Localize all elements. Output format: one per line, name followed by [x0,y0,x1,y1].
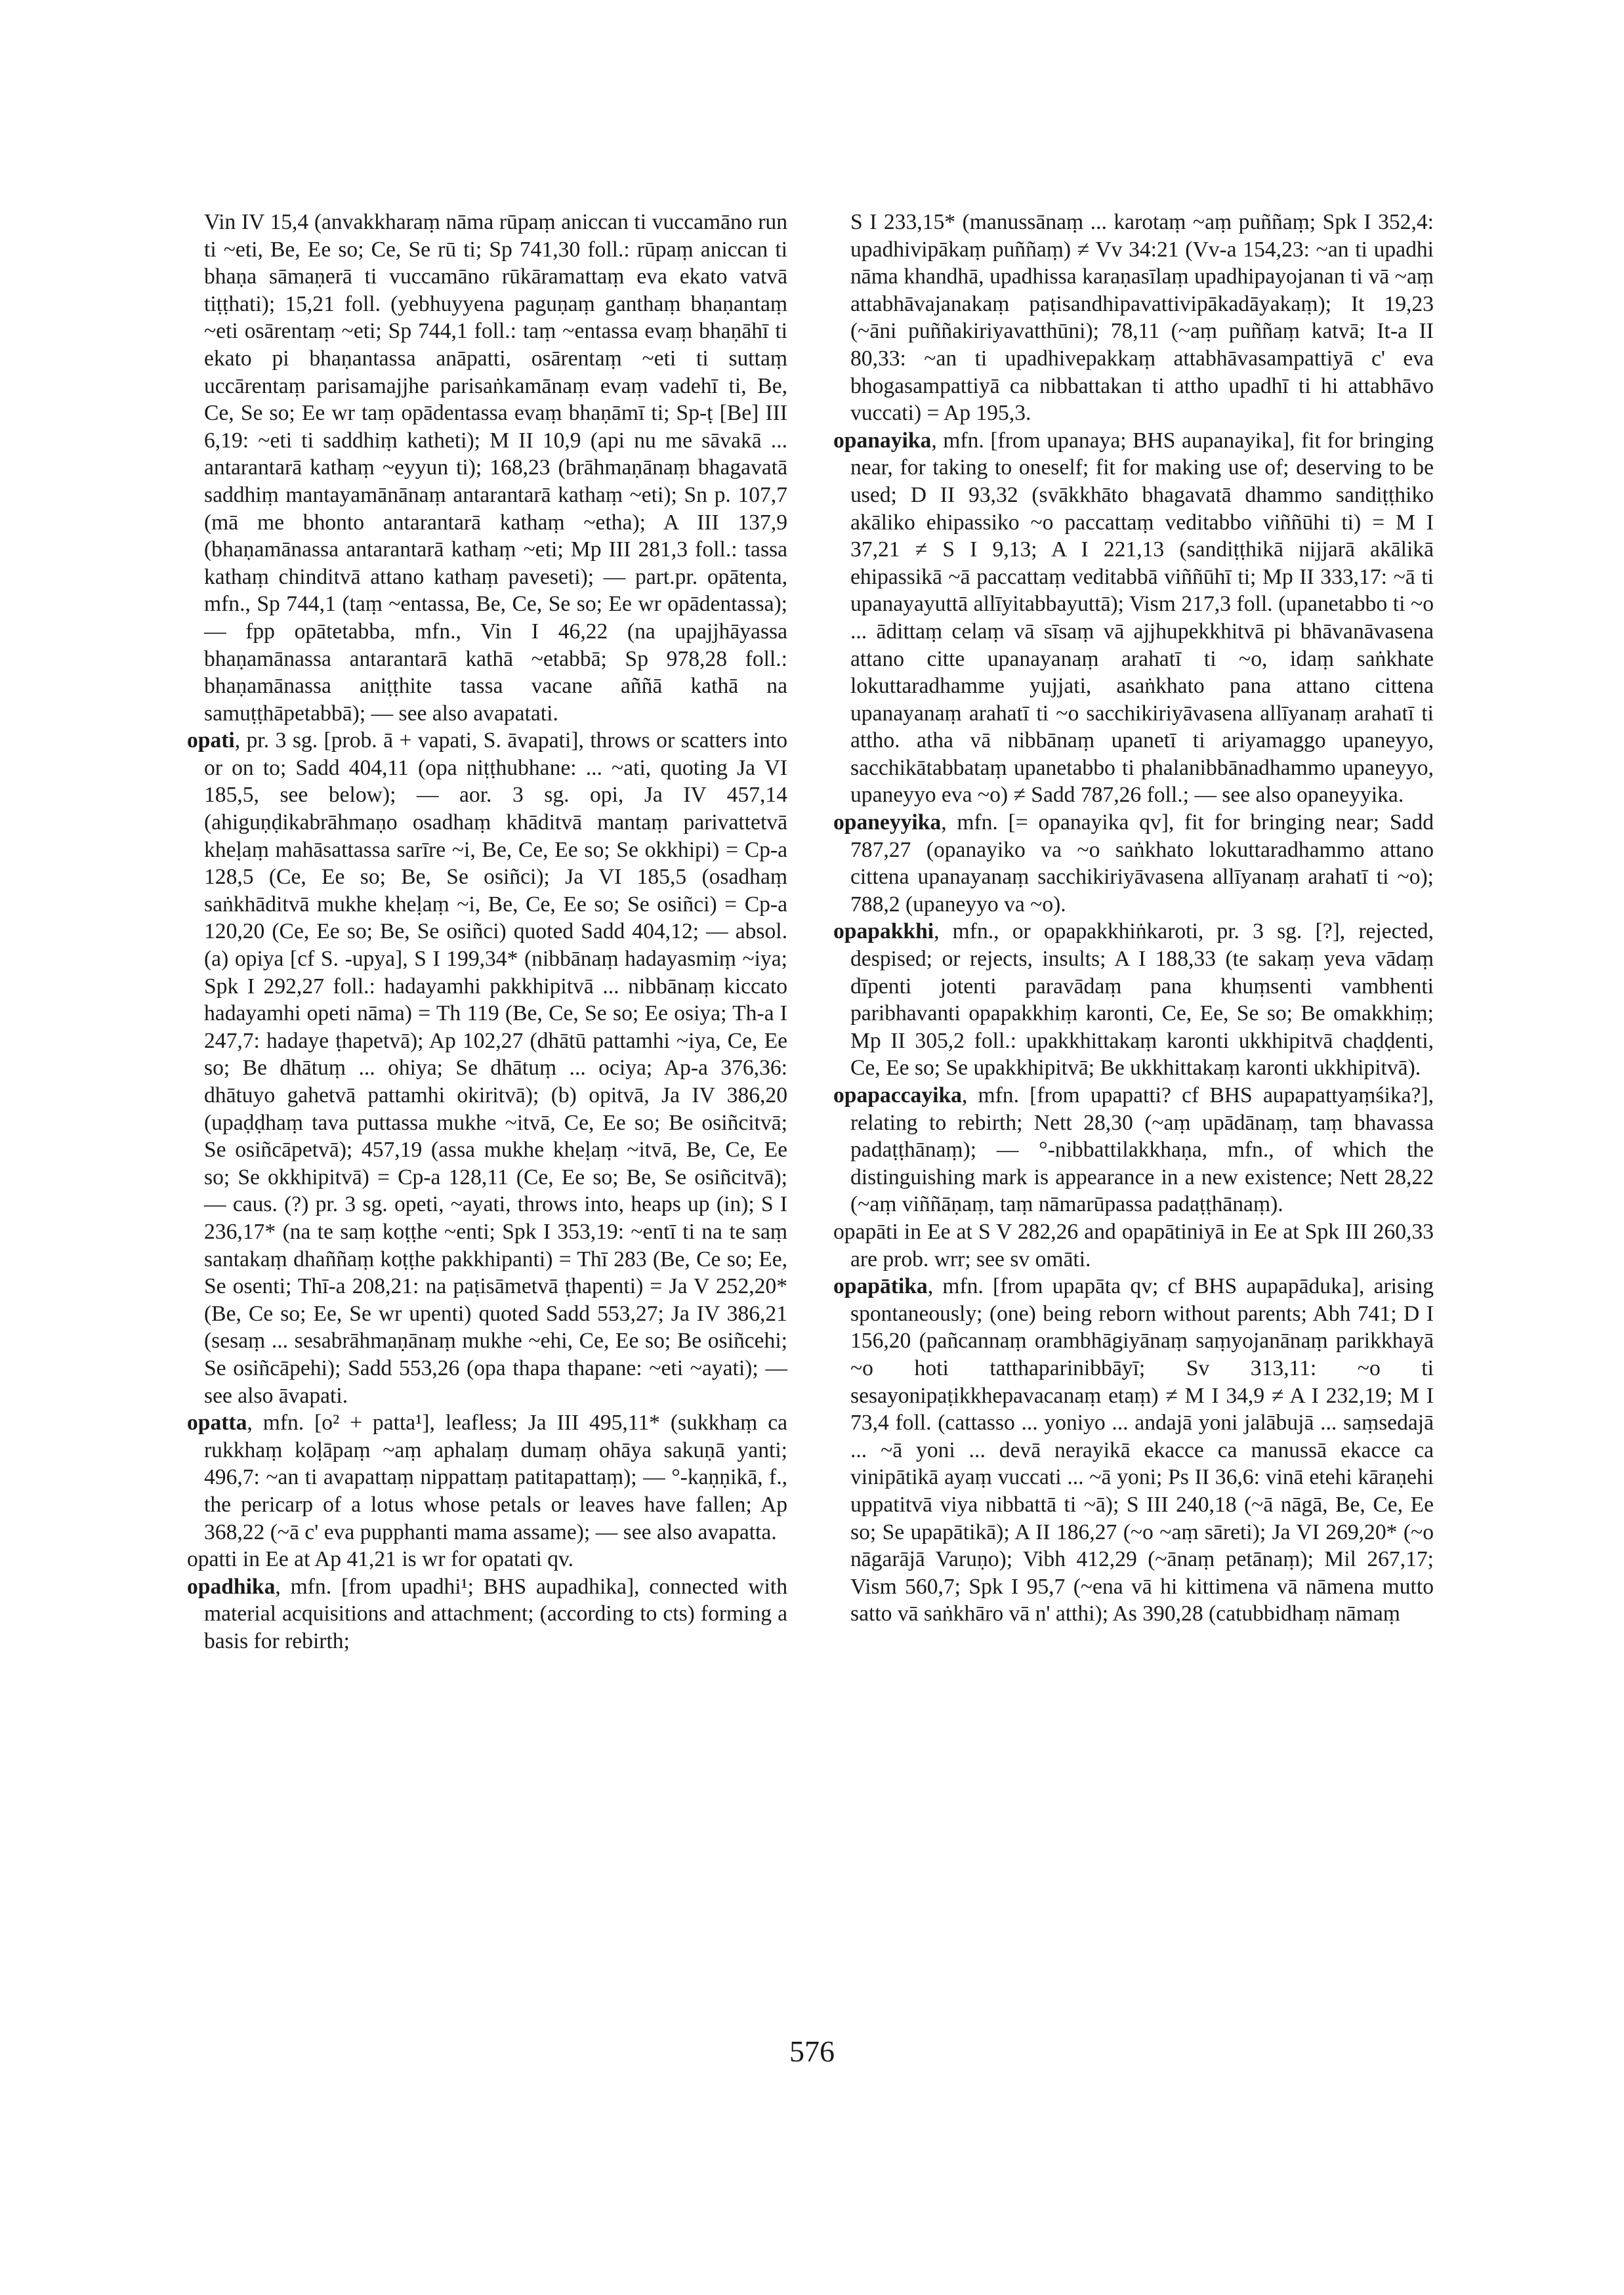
right-continuation [833,209,1434,427]
headword: opati [187,728,235,753]
entry-text: , mfn. [from upadhi¹; BHS aupadhika], connected with material acquisitions and attachment; (according to cts) forming a basis for rebirth; [204,1574,787,1653]
entry-opapakkhi [833,918,1434,1082]
headword: opapātika [833,1274,928,1299]
headword: opapaccayika [833,1083,962,1107]
entry-text: , pr. 3 sg. [prob. ā + vapati, S. āvapati], throws or scatters into or on to; Sadd 404,11 (opa niṭṭhubhane: ... ~ati, quoting Ja VI 185,5, see below); — aor. 3 sg. opi, Ja IV 457,14 (ahiguṇḍikabrāhmaṇo osadhaṃ khāditvā mantaṃ parivattetvā kheḷaṃ mahāsattassa sarīre ~i, Be, Ce, Ee so; Se okkhipi) = Cp-a 128,5 (Ce, Ee so; Be, Se osiñci); Ja VI 185,5 (osadhaṃ saṅkhāditvā mukhe kheḷaṃ ~i, Be, Ce, Ee so; Se osiñci) = Cp-a 120,20 (Ce, Ee so; Be, Se osiñci) quoted Sadd 404,12; — absol. (a) opiya [cf S. -upya], S I 199,34* (nibbānaṃ hadayasmiṃ ~iya; Spk I 292,27 foll.: hadayamhi pakkhipitvā ... nibbānaṃ kiccato hadayamhi opeti nāma) = Th 119 (Be, Ce, Se so; Ee osiya; Th-a I 247,7: hadaye ṭhapetvā); Ap 102,27 (dhātū pattamhi ~iya, Ce, Ee so; Be dhātuṃ ... ohiya; Se dhātuṃ ... ociya; Ap-a 376,36: dhātuyo gahetvā pattamhi okiritvā); (b) opitvā, Ja IV 386,20 (upaḍḍhaṃ tava puttassa mukhe ~itvā, Ce, Ee so; Be osiñcitvā; Se osiñcāpetvā); 457,19 (assa mukhe kheḷaṃ ~itvā, Be, Ce, Ee so; Se okkhipitvā) = Cp-a 128,11 (Ce, Ee so; Be, Se osiñcitvā); — caus. (?) pr. 3 sg. opeti, ~ayati, throws into, heaps up (in); S I 236,17* (na te saṃ koṭṭhe ~enti; Spk I 353,19: ~entī ti na te saṃ santakaṃ dhaññaṃ koṭṭhe pakkhipanti) = Thī 283 (Be, Ce so; Ee, Se osenti; Thī-a 208,21: na paṭisāmetvā ṭhapenti) = Ja V 252,20* (Be, Ce so; Ee, Se wr upenti) quoted Sadd 553,27; Ja IV 386,21 (sesaṃ ... sesabrāhmaṇānaṃ mukhe ~ehi, Ce, Ee so; Be osiñcehi; Se osiñcāpehi); Sadd 553,26 (opa thapa thapane: ~eti ~ayati); — see also āvapati. [204,728,787,1408]
entry-text: , mfn. [from upapāta qv; cf BHS aupapāduka], arising spontaneously; (one) being reborn without parents; Abh 741; D I 156,20 (pañcannaṃ orambhāgiyānaṃ saṃyojanānaṃ parikkhayā ~o hoti tatthaparinibbāyī; Sv 313,11: ~o ti sesayonipaṭikkhepavacanaṃ etaṃ) ≠ M I 34,9 ≠ A I 232,19; M I 73,4 foll. (cattasso ... yoniyo ... andajā yoni jalābujā ... saṃsedajā ... ~ā yoni ... devā nerayikā ekacce ca manussā ekacce ca vinipātikā ayaṃ vuccati ... ~ā yoni; Ps II 36,6: vinā etehi kāraṇehi uppatitvā viya nibbattā ti ~ā); S III 240,18 (~ā nāgā, Be, Ce, Ee so; Se upapātikā); A II 186,27 (~o ~aṃ sāreti); Ja VI 269,20* (~o nāgarājā Varuṇo); Vibh 412,29 (~ānaṃ petānaṃ); Mil 267,17; Vism 560,7; Spk I 95,7 (~ena vā hi kittimena vā nāmena mutto satto vā saṅkhāro vā n' atthi); As 390,28 (catubbidhaṃ nāmaṃ [850,1274,1434,1626]
left-continuation-text: Vin IV 15,4 (anvakkharaṃ nāma rūpaṃ aniccan ti vuccamāno run ti ~eti, Be, Ee so; Ce, Se rū ti; Sp 741,30 foll.: rūpaṃ aniccan ti bhaṇa sāmaṇerā ti vuccamāno rūkāramattaṃ eva ekato vatvā tiṭṭhati); 15,21 foll. (yebhuyyena paguṇaṃ ganthaṃ bhaṇantaṃ ~eti osārentaṃ ~eti; Sp 744,1 foll.: taṃ ~entassa evaṃ bhaṇāhī ti ekato pi bhaṇantassa anāpatti, osārentaṃ ~eti ti suttaṃ uccārentaṃ parisamajjhe parisaṅkamānaṃ evaṃ vadehī ti, Be, Ce, Se so; Ee wr taṃ opādentassa evaṃ bhaṇāmī ti; Sp-ṭ [Be] III 6,19: ~eti ti saddhiṃ katheti); M II 10,9 (api nu me sāvakā ... antarantarā kathaṃ ~eyyun ti); 168,23 (brāhmaṇānaṃ bhagavatā saddhiṃ mantayamānānaṃ antarantarā kathaṃ ~eti); Sn p. 107,7 (mā me bhonto antarantarā kathaṃ ~etha); A III 137,9 (bhaṇamānassa antarantarā kathaṃ ~eti; Mp III 281,3 foll.: tassa kathaṃ chinditvā attano kathaṃ paveseti); — part.pr. opātenta, mfn., Sp 744,1 (taṃ ~entassa, Be, Ce, Se so; Ee wr opādentassa); — fpp opātetabba, mfn., Vin I 46,22 (na upajjhāyassa bhaṇamānassa antarantarā kathā ~etabbā; Sp 978,28 foll.: bhaṇamānassa aniṭṭhite tassa vacane aññā kathā na samuṭṭhāpetabbā); — see also avapatati. [204,210,787,726]
entry-opatti-note [187,1546,787,1573]
page-number: 576 [789,2035,835,2068]
right-continuation-text: S I 233,15* (manussānaṃ ... karotaṃ ~aṃ puññaṃ; Spk I 352,4: upadhivipākaṃ puññaṃ) ≠ Vv 34:21 (Vv-a 154,23: ~an ti upadhi nāma khandhā, upadhissa karaṇasīlaṃ upadhipayojanan ti vā ~aṃ attabhāvajanakaṃ paṭisandhipavattivipākadāyakaṃ); It 19,23 (~āni puññakiriyavatthūni); 78,11 (~aṃ puññaṃ katvā; It-a II 80,33: ~an ti upadhivepakkaṃ attabhāvasampattiyā c' eva bhogasampattiyā ca nibbattakan ti attho upadhī ti hi attabhāvo vuccati) = Ap 195,3. [850,210,1434,426]
entry-text: , mfn. [= opanayika qv], fit for bringing near; Sadd 787,27 (opanayiko va ~o saṅkhato lokuttaradhammo attano cittena upanayanaṃ sacchikiriyāvasena allīyanaṃ arahatī ti ~o); 788,2 (upaneyyo va ~o). [850,810,1434,917]
entry-opatta [187,1409,787,1546]
entry-opati [187,727,787,1409]
left-column [187,209,787,1655]
entry-opanayika [833,427,1434,809]
left-continuation [187,209,787,727]
entry-text: , mfn. [from upanaya; BHS aupanayika], fit for bringing near, for taking to oneself; fit for making use of; deserving to be used; D II 93,32 (svākkhāto bhagavatā dhammo sandiṭṭhiko akāliko ehipassiko ~o paccattaṃ veditabbo viññūhi ti) = M I 37,21 ≠ S I 9,13; A I 221,13 (sandiṭṭhikā nijjarā akālikā ehipassikā ~ā paccattaṃ veditabbā viññūhī ti; Mp II 333,17: ~ā ti upanayayuttā allīyitabbayuttā); Vism 217,3 foll. (upanetabbo ti ~o ... ādittaṃ celaṃ vā sīsaṃ vā ajjhupekkhitvā pi bhāvanāvasena attano citte upanayanaṃ arahatī ti ~o, idaṃ saṅkhate lokuttaradhamme yujjati, asaṅkhato pana attano cittena upanayanaṃ arahatī ti ~o sacchikiriyāvasena allīyanaṃ arahatī ti attho. atha vā nibbānaṃ upanetī ti ariyamaggo upaneyyo, sacchikātabbataṃ upanetabbo ti phalanibbānadhammo upaneyyo, upaneyyo eva ~o) ≠ Sadd 787,26 foll.; — see also opaneyyika. [850,428,1434,808]
headword: opapakkhi [833,919,934,944]
right-column [833,209,1434,1628]
entry-text: opapāti in Ee at S V 282,26 and opapātiniyā in Ee at Spk III 260,33 are prob. wrr; see sv omāti. [833,1219,1434,1272]
entry-text: , mfn., or opapakkhiṅkaroti, pr. 3 sg. [?], rejected, despised; or rejects, insults; A I 188,33 (te sakaṃ yeva vādaṃ dīpenti jotenti paravādaṃ pana khuṃsenti vambhenti paribhavanti opapakkhiṃ karonti, Ce, Ee, Se so; Be omakkhiṃ; Mp II 305,2 foll.: upakkhittakaṃ karonti ukkhipitvā chaḍḍenti, Ce, Ee so; Se upakkhipitvā; Be ukkhittakaṃ karonti ukkhipitvā). [850,919,1434,1081]
entry-text: opatti in Ee at Ap 41,21 is wr for opatati qv. [187,1547,574,1572]
entry-opapatika [833,1273,1434,1628]
entry-opaneyyika [833,809,1434,918]
headword: opaneyyika [833,810,942,835]
entry-text: , mfn. [o² + patta¹], leafless; Ja III 495,11* (sukkhaṃ ca rukkhaṃ koḷāpaṃ ~aṃ aphalaṃ dumaṃ ohāya sakuṇā yanti; 496,7: ~an ti avapattaṃ nippattaṃ patitapattaṃ); — °-kaṇṇikā, f., the pericarp of a lotus whose petals or leaves have fallen; Ap 368,22 (~ā c' eva pupphanti mama assame); — see also avapatta. [204,1411,787,1544]
entry-opapaccayika [833,1082,1434,1218]
entry-text: , mfn. [from upapatti? cf BHS aupapattyaṃśika?], relating to rebirth; Nett 28,30 (~aṃ upādānaṃ, taṃ bhavassa padaṭṭhānaṃ); — °-nibbattilakkhaṇa, mfn., of which the distinguishing mark is appearance in a new existence; Nett 28,22 (~aṃ viññāṇaṃ, taṃ nāmarūpassa padaṭṭhānaṃ). [850,1083,1434,1217]
headword: opadhika [187,1574,276,1599]
headword: opatta [187,1411,247,1436]
headword: opanayika [833,428,932,453]
entry-opapati-note [833,1218,1434,1273]
entry-opadhika [187,1573,787,1655]
